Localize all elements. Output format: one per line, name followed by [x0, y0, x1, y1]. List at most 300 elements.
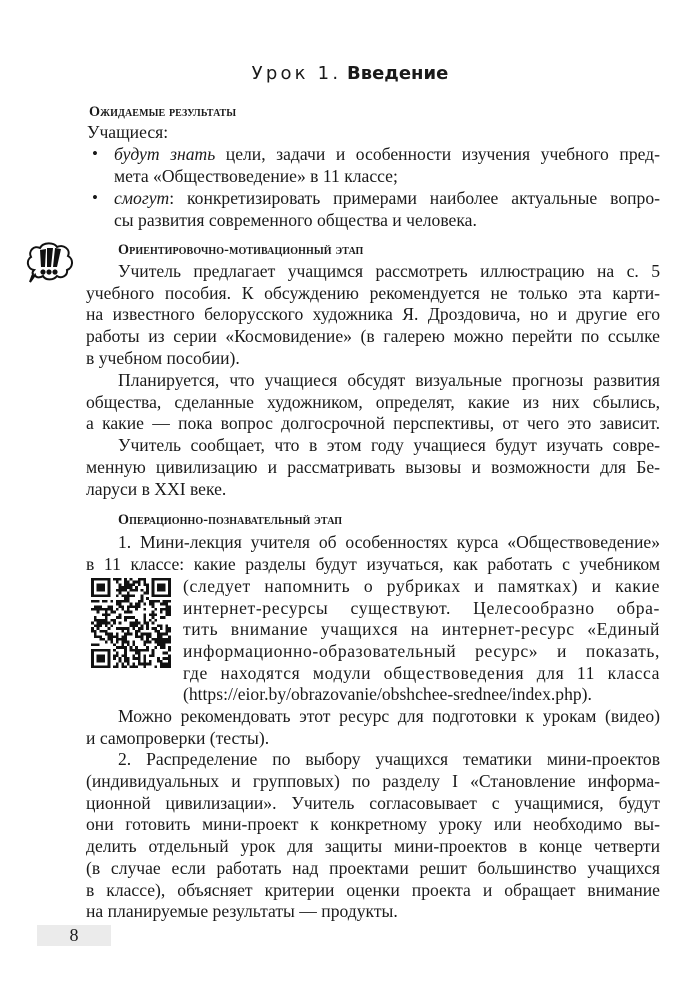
qr-module — [108, 592, 111, 595]
qr-module — [152, 583, 155, 586]
qr-module — [110, 638, 113, 641]
qr-module — [154, 619, 157, 622]
qr-module — [108, 638, 111, 641]
operational-stage-heading: Операционно-познавательный этап — [118, 512, 343, 528]
qr-module — [94, 633, 97, 636]
qr-module — [102, 608, 105, 611]
qr-module — [113, 619, 116, 622]
qr-module — [105, 611, 108, 614]
qr-module — [146, 638, 149, 641]
qr-module — [130, 605, 133, 608]
qr-module — [127, 630, 130, 633]
qr-module — [110, 611, 113, 614]
qr-module — [157, 660, 160, 663]
paragraph-line: 1. Мини-лекция учителя об особенностях курса «Обществоведение» — [118, 532, 660, 552]
qr-module — [149, 613, 152, 616]
qr-module — [91, 622, 94, 625]
qr-module — [99, 638, 102, 641]
qr-module — [130, 583, 133, 586]
qr-module — [138, 583, 141, 586]
qr-module — [132, 583, 135, 586]
qr-module — [127, 581, 130, 584]
qr-module — [135, 633, 138, 636]
paragraph-line: в учебном пособии). — [86, 348, 240, 368]
qr-module — [110, 600, 113, 603]
qr-module — [97, 627, 100, 630]
qr-module — [99, 589, 102, 592]
qr-module — [113, 578, 116, 581]
qr-module — [119, 578, 122, 581]
qr-module — [124, 657, 127, 660]
qr-module — [105, 630, 108, 633]
qr-module — [168, 627, 171, 630]
qr-module — [138, 630, 141, 633]
qr-module — [135, 665, 138, 668]
qr-module — [102, 600, 105, 603]
qr-module — [121, 641, 124, 644]
qr-module — [116, 646, 119, 649]
expected-results-heading: Ожидаемые результаты — [89, 104, 237, 120]
qr-module — [116, 638, 119, 641]
qr-module — [113, 643, 116, 646]
qr-module — [132, 657, 135, 660]
qr-module — [146, 589, 149, 592]
qr-module — [110, 619, 113, 622]
qr-module — [130, 586, 133, 589]
qr-module — [157, 633, 160, 636]
qr-module — [135, 624, 138, 627]
qr-module — [94, 643, 97, 646]
exclamation-speech-bubble-icon — [24, 240, 76, 286]
qr-module — [146, 592, 149, 595]
qr-module — [135, 652, 138, 655]
qr-module — [165, 611, 168, 614]
qr-module — [168, 608, 171, 611]
qr-module — [152, 638, 155, 641]
qr-module — [132, 616, 135, 619]
bullet-text: сы развития современного общества и человека. — [114, 210, 477, 230]
qr-module — [121, 630, 124, 633]
qr-module — [163, 586, 166, 589]
qr-module — [99, 635, 102, 638]
paragraph-line: они готовить мини-проект к конкретному уроку или необходимо вы- — [86, 814, 660, 834]
qr-module — [132, 594, 135, 597]
qr-module — [160, 611, 163, 614]
qr-module — [124, 619, 127, 622]
qr-module — [105, 622, 108, 625]
bullet-line — [114, 165, 660, 187]
qr-module — [124, 646, 127, 649]
qr-module — [91, 600, 94, 603]
qr-module — [141, 597, 144, 600]
qr-module — [163, 594, 166, 597]
qr-module — [165, 633, 168, 636]
qr-module — [163, 641, 166, 644]
qr-module — [143, 657, 146, 660]
qr-module — [168, 589, 171, 592]
qr-module — [108, 654, 111, 657]
qr-module — [141, 600, 144, 603]
qr-module — [91, 630, 94, 633]
qr-module — [102, 660, 105, 663]
qr-module — [143, 649, 146, 652]
qr-module — [168, 600, 171, 603]
qr-module — [152, 652, 155, 655]
bullet-line — [114, 143, 660, 165]
qr-module — [127, 616, 130, 619]
qr-module — [105, 616, 108, 619]
lesson-name: Введение — [346, 63, 449, 84]
paragraph-line: (индивидуальных и групповых) по разделу I «Становление информа- — [86, 771, 660, 791]
qr-module — [160, 665, 163, 668]
qr-module — [152, 589, 155, 592]
qr-module — [152, 594, 155, 597]
qr-module — [146, 641, 149, 644]
qr-module — [97, 660, 100, 663]
qr-module — [108, 581, 111, 584]
qr-module — [143, 578, 146, 581]
qr-module — [110, 608, 113, 611]
qr-module — [165, 652, 168, 655]
qr-module — [119, 592, 122, 595]
paragraph-line: ларуси в XXI веке. — [86, 479, 227, 499]
qr-module — [94, 605, 97, 608]
qr-module — [99, 657, 102, 660]
qr-module — [160, 586, 163, 589]
qr-module — [99, 649, 102, 652]
paragraph-line: (в случае если работать над проектами решит большинство учащихся — [86, 858, 660, 878]
qr-module — [168, 638, 171, 641]
qr-module — [119, 627, 122, 630]
qr-module — [97, 600, 100, 603]
qr-module — [108, 589, 111, 592]
qr-module — [168, 654, 171, 657]
qr-module — [165, 605, 168, 608]
qr-module — [168, 581, 171, 584]
qr-module — [99, 594, 102, 597]
qr-module — [94, 608, 97, 611]
qr-module — [119, 622, 122, 625]
qr-module — [146, 633, 149, 636]
qr-module — [91, 627, 94, 630]
qr-module — [135, 603, 138, 606]
qr-module — [130, 665, 133, 668]
qr-module — [154, 600, 157, 603]
bullet-text: мета «Обществоведение» в 11 классе; — [114, 166, 398, 186]
qr-module — [121, 589, 124, 592]
qr-module — [163, 616, 166, 619]
qr-module — [116, 635, 119, 638]
qr-module — [132, 641, 135, 644]
resource-link[interactable]: (https://eior.by/obrazovanie/obshchee-srednee/index.php). — [183, 684, 592, 704]
qr-module — [157, 583, 160, 586]
qr-module — [94, 619, 97, 622]
qr-module — [127, 605, 130, 608]
qr-module — [108, 649, 111, 652]
qr-module — [143, 581, 146, 584]
qr-module — [99, 586, 102, 589]
qr-module — [154, 641, 157, 644]
qr-module — [116, 594, 119, 597]
qr-module — [102, 630, 105, 633]
qr-module — [119, 660, 122, 663]
qr-module — [105, 594, 108, 597]
qr-module — [102, 665, 105, 668]
qr-module — [121, 586, 124, 589]
paragraph-line: интернет-ресурсы существуют. Целесообразно обра- — [183, 598, 660, 618]
qr-module — [154, 613, 157, 616]
bullet-text: цели, задачи и особенности изучения учебного пред- — [215, 144, 660, 164]
qr-module — [108, 660, 111, 663]
qr-module — [91, 649, 94, 652]
qr-module — [154, 578, 157, 581]
qr-module — [113, 649, 116, 652]
paragraph-line: работы из серии «Космовидение» (в галерею можно перейти по ссылке — [86, 326, 660, 346]
qr-module — [94, 600, 97, 603]
qr-module — [165, 613, 168, 616]
qr-module — [94, 594, 97, 597]
qr-module — [121, 638, 124, 641]
qr-module — [141, 663, 144, 666]
qr-module — [119, 586, 122, 589]
qr-module — [119, 600, 122, 603]
qr-module — [105, 649, 108, 652]
qr-module — [97, 586, 100, 589]
qr-module — [146, 586, 149, 589]
qr-module — [160, 583, 163, 586]
qr-module — [124, 583, 127, 586]
qr-module — [135, 646, 138, 649]
qr-module — [99, 654, 102, 657]
qr-module — [116, 608, 119, 611]
qr-module — [119, 638, 122, 641]
qr-module — [127, 592, 130, 595]
qr-module — [154, 646, 157, 649]
qr-module — [152, 649, 155, 652]
qr-module — [160, 663, 163, 666]
qr-module — [165, 600, 168, 603]
qr-module — [168, 592, 171, 595]
qr-module — [152, 586, 155, 589]
qr-module — [116, 641, 119, 644]
qr-module — [132, 581, 135, 584]
qr-module — [127, 641, 130, 644]
qr-module — [130, 649, 133, 652]
qr-module — [143, 613, 146, 616]
paragraph-line: учебного пособия. К обсуждению рекомендуется не только эта карти- — [86, 283, 660, 303]
qr-module — [146, 583, 149, 586]
qr-module — [146, 624, 149, 627]
qr-module — [124, 600, 127, 603]
qr-module — [116, 616, 119, 619]
qr-module — [127, 663, 130, 666]
qr-module — [91, 665, 94, 668]
qr-module — [119, 613, 122, 616]
qr-module — [124, 578, 127, 581]
qr-module — [143, 616, 146, 619]
qr-module — [138, 649, 141, 652]
qr-module — [108, 594, 111, 597]
qr-module — [94, 649, 97, 652]
qr-module — [102, 578, 105, 581]
qr-module — [168, 657, 171, 660]
qr-module — [143, 665, 146, 668]
qr-module — [110, 641, 113, 644]
qr-module — [165, 663, 168, 666]
qr-module — [165, 624, 168, 627]
qr-module — [99, 578, 102, 581]
qr-module — [160, 608, 163, 611]
qr-module — [124, 641, 127, 644]
qr-module — [146, 622, 149, 625]
qr-module — [152, 581, 155, 584]
qr-module — [152, 603, 155, 606]
qr-module — [113, 622, 116, 625]
qr-module — [99, 665, 102, 668]
qr-module — [110, 633, 113, 636]
qr-module — [157, 586, 160, 589]
qr-module — [160, 589, 163, 592]
qr-module — [105, 619, 108, 622]
qr-module — [168, 665, 171, 668]
qr-module — [163, 603, 166, 606]
qr-module — [154, 665, 157, 668]
qr-module — [116, 633, 119, 636]
qr-module — [152, 600, 155, 603]
paragraph-line: Планируется, что учащиеся обсудят визуальные прогнозы развития — [118, 370, 660, 390]
qr-module — [135, 622, 138, 625]
qr-module — [94, 624, 97, 627]
qr-module — [163, 578, 166, 581]
qr-module — [97, 619, 100, 622]
qr-module — [160, 660, 163, 663]
qr-module — [152, 627, 155, 630]
qr-module — [163, 589, 166, 592]
qr-module — [168, 605, 171, 608]
qr-module — [97, 583, 100, 586]
qr-module — [121, 654, 124, 657]
qr-module — [127, 583, 130, 586]
qr-module — [91, 652, 94, 655]
paragraph-line: в классе), объясняет критерии оценки проекта и обращает внимание — [86, 880, 660, 900]
qr-module — [143, 592, 146, 595]
qr-module — [130, 624, 133, 627]
qr-module — [165, 630, 168, 633]
qr-module — [160, 646, 163, 649]
paragraph-line: информационно-образовательный ресурс» и показать, — [183, 641, 660, 661]
qr-module — [168, 586, 171, 589]
qr-module — [121, 646, 124, 649]
qr-module — [154, 638, 157, 641]
qr-module — [149, 663, 152, 666]
qr-module — [108, 657, 111, 660]
paragraph-line: а какие — пока вопрос долгосрочной перспективы, от чего это зависит. — [86, 413, 660, 433]
qr-module — [102, 638, 105, 641]
qr-module — [113, 654, 116, 657]
qr-module — [130, 633, 133, 636]
qr-module — [102, 622, 105, 625]
qr-module — [105, 608, 108, 611]
qr-module — [160, 635, 163, 638]
qr-module — [94, 635, 97, 638]
qr-module — [113, 635, 116, 638]
qr-module — [157, 600, 160, 603]
qr-module — [113, 611, 116, 614]
qr-module — [132, 627, 135, 630]
qr-module — [91, 589, 94, 592]
qr-module — [121, 600, 124, 603]
qr-module — [138, 660, 141, 663]
qr-module — [116, 665, 119, 668]
qr-module — [149, 635, 152, 638]
qr-module — [108, 665, 111, 668]
qr-module — [149, 600, 152, 603]
qr-module — [97, 578, 100, 581]
motivational-stage-heading: Ориентировочно-мотивационный этап — [118, 242, 364, 258]
qr-module — [97, 611, 100, 614]
qr-module — [168, 594, 171, 597]
qr-module — [99, 622, 102, 625]
qr-module — [168, 663, 171, 666]
paragraph-line: где находятся модули обществоведения для 11 класса — [183, 663, 660, 683]
qr-module — [124, 652, 127, 655]
qr-module — [116, 600, 119, 603]
qr-module — [135, 657, 138, 660]
qr-module — [130, 589, 133, 592]
qr-module — [124, 616, 127, 619]
qr-module — [143, 622, 146, 625]
qr-module — [160, 641, 163, 644]
qr-module — [127, 627, 130, 630]
qr-module — [102, 613, 105, 616]
qr-module — [143, 643, 146, 646]
qr-module — [146, 663, 149, 666]
expected-results-intro: Учащиеся: — [87, 122, 169, 142]
qr-module — [141, 635, 144, 638]
qr-module — [143, 633, 146, 636]
paragraph-line: тить внимание учащихся на интернет-ресурс «Единый — [183, 619, 660, 639]
qr-module — [135, 581, 138, 584]
qr-module — [124, 665, 127, 668]
qr-module — [116, 627, 119, 630]
bullet-icon: • — [92, 144, 98, 163]
qr-module — [160, 594, 163, 597]
paragraph-line: Учитель предлагает учащимся рассмотреть иллюстрацию на с. 5 — [118, 261, 660, 281]
paragraph-line: на известного белорусского художника Я. Дроздовича, но и другие его — [86, 304, 660, 324]
qr-module — [143, 619, 146, 622]
qr-module — [160, 633, 163, 636]
qr-module — [99, 619, 102, 622]
qr-module — [160, 627, 163, 630]
qr-module — [135, 649, 138, 652]
qr-module — [132, 589, 135, 592]
qr-module — [152, 622, 155, 625]
qr-module — [132, 663, 135, 666]
qr-module — [130, 603, 133, 606]
qr-module — [132, 622, 135, 625]
qr-module — [97, 643, 100, 646]
qr-module — [108, 583, 111, 586]
qr-module — [91, 663, 94, 666]
qr-module — [99, 630, 102, 633]
qr-module — [124, 627, 127, 630]
qr-module — [91, 643, 94, 646]
qr-module — [108, 635, 111, 638]
qr-module — [152, 616, 155, 619]
qr-module — [121, 665, 124, 668]
qr-module — [165, 578, 168, 581]
qr-module — [127, 586, 130, 589]
